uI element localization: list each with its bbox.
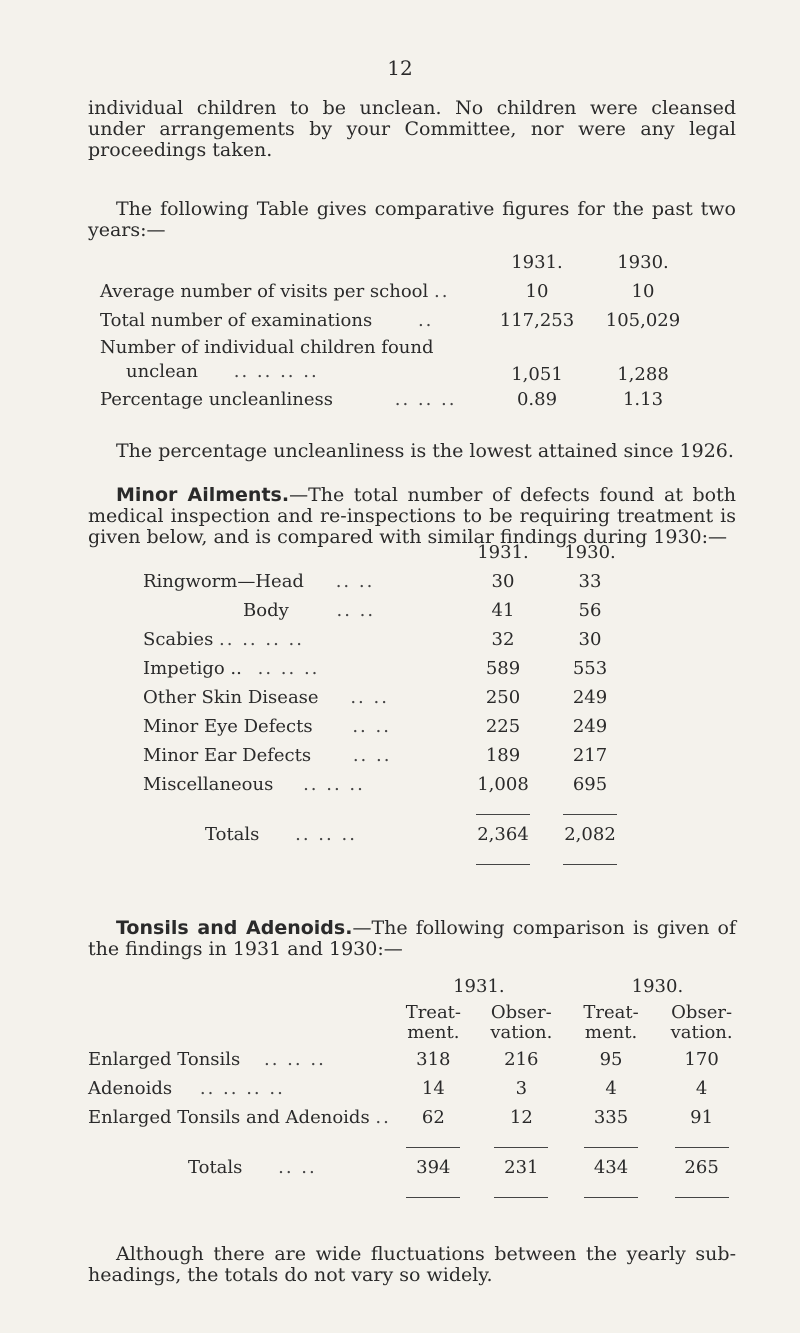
tonsils-paragraph xyxy=(88,918,736,960)
total-observation-1931: 231 xyxy=(504,1157,539,1178)
dot-leader: .. xyxy=(434,281,450,302)
value-1930: 553 xyxy=(572,658,608,679)
table-row xyxy=(143,683,633,712)
dot-leader: .. .. .. xyxy=(303,774,365,795)
treatment-1931: 14 xyxy=(421,1078,445,1099)
rule-row xyxy=(88,1182,748,1203)
dot-leader: .. .. xyxy=(336,600,376,621)
value-1930: 56 xyxy=(578,600,602,621)
table-row xyxy=(88,1074,748,1103)
dot-leader: .. xyxy=(417,310,434,331)
minor-ailments-table xyxy=(143,538,633,870)
observation-header-cont: vation. xyxy=(490,1022,553,1043)
value-1930: 695 xyxy=(572,774,608,795)
dot-leader: .. xyxy=(375,1107,391,1128)
treatment-header: Treat- xyxy=(583,1002,639,1023)
value-1930: 105,029 xyxy=(605,310,681,331)
year-1931-header: 1931. xyxy=(453,976,505,997)
dot-leader: .. .. .. xyxy=(257,658,320,679)
value-1930: 10 xyxy=(631,281,655,302)
intro-paragraph: individual children to be unclean. No children were cleansed under arrangements by your Committee, nor were any legal proceedings taken. xyxy=(88,97,736,161)
dot-leader: .. .. xyxy=(335,571,375,592)
dot-leader: .. .. .. xyxy=(394,389,457,410)
table-row xyxy=(100,277,696,306)
treatment-1931: 62 xyxy=(421,1107,445,1128)
observation-1930: 4 xyxy=(695,1078,708,1099)
totals-row xyxy=(143,820,633,849)
treatment-header-cont: ment. xyxy=(407,1022,460,1043)
row-label: Enlarged Tonsils xyxy=(88,1049,241,1070)
value-1931: 0.89 xyxy=(516,389,558,410)
closing-paragraph: Although there are wide fluctuations between the yearly sub-headings, the totals do not vary so widely. xyxy=(88,1243,736,1286)
total-rule xyxy=(675,1197,729,1198)
total-1930: 2,082 xyxy=(564,824,616,845)
row-label: Impetigo .. xyxy=(143,658,242,679)
row-label: Other Skin Disease xyxy=(143,687,319,708)
dot-leader: .. .. .. .. xyxy=(219,629,304,650)
totals-row xyxy=(88,1153,748,1182)
value-1931: 189 xyxy=(485,745,521,766)
row-label: Body xyxy=(243,600,289,621)
total-1931: 2,364 xyxy=(477,824,529,845)
value-1930: 249 xyxy=(572,716,608,737)
year-header-row xyxy=(88,972,748,1001)
table-row xyxy=(143,741,633,770)
table-row xyxy=(143,770,633,799)
minor-ailments-heading: Minor Ailments. xyxy=(116,484,290,506)
row-label: Number of individual children found xyxy=(100,337,434,358)
rule-row xyxy=(88,1132,748,1153)
total-rule xyxy=(563,864,617,865)
dot-leader: .. .. xyxy=(278,1157,317,1178)
totals-label: Totals xyxy=(205,824,260,845)
page-number: 12 xyxy=(387,56,413,80)
comparative-figures-table xyxy=(100,248,696,414)
total-rule xyxy=(476,864,530,865)
dot-leader: .. .. .. .. xyxy=(199,1078,285,1099)
dot-leader: .. .. .. xyxy=(295,824,357,845)
dot-leader: .. .. xyxy=(350,687,389,708)
treatment-1930: 95 xyxy=(599,1049,623,1070)
value-1931: 1,008 xyxy=(477,774,529,795)
row-label: Adenoids xyxy=(88,1078,173,1099)
table-row xyxy=(143,567,633,596)
table-row xyxy=(143,654,633,683)
treatment-header: Treat- xyxy=(405,1002,461,1023)
total-treatment-1930: 434 xyxy=(593,1157,629,1178)
observation-1931: 216 xyxy=(504,1049,539,1070)
observation-1931: 3 xyxy=(515,1078,528,1099)
value-1930: 1.13 xyxy=(622,389,664,410)
treatment-header-cont: ment. xyxy=(584,1022,638,1043)
table-row xyxy=(143,625,633,654)
row-label: Ringworm—Head xyxy=(143,571,304,592)
subtotal-rule xyxy=(494,1147,548,1148)
subtotal-rule xyxy=(675,1147,729,1148)
value-1931: 589 xyxy=(485,658,521,679)
year-1930-header: 1930. xyxy=(564,542,616,563)
value-1931: 225 xyxy=(485,716,521,737)
subtotal-rule xyxy=(476,814,530,815)
subtotal-rule xyxy=(563,814,617,815)
table-row xyxy=(143,712,633,741)
value-1930: 30 xyxy=(578,629,602,650)
observation-1930: 91 xyxy=(690,1107,714,1128)
value-1931: 32 xyxy=(491,629,515,650)
row-label: Percentage uncleanliness xyxy=(100,389,333,410)
row-label: Minor Ear Defects xyxy=(143,745,312,766)
year-1930-header: 1930. xyxy=(617,252,669,273)
total-treatment-1931: 394 xyxy=(416,1157,451,1178)
row-label: Miscellaneous xyxy=(143,774,274,795)
value-1930: 1,288 xyxy=(617,364,669,385)
table-row xyxy=(143,596,633,625)
value-1931: 117,253 xyxy=(499,310,575,331)
table1-intro: The following Table gives comparative figures for the past two years:— xyxy=(88,198,736,241)
value-1931: 1,051 xyxy=(511,364,563,385)
table-header-row xyxy=(143,538,633,567)
total-rule xyxy=(406,1197,460,1198)
year-1930-header: 1930. xyxy=(631,976,684,997)
minor-ailments-text: —The total number of defects found at both medical inspection and re-inspections to be requiring treatment is given below, and is compared with similar findings during 1930:— xyxy=(88,484,736,548)
row-label: Scabies xyxy=(143,629,214,650)
row-label-continued: unclean xyxy=(126,361,198,382)
value-1931: 10 xyxy=(525,281,549,302)
table-row xyxy=(100,385,696,414)
rule-row xyxy=(143,849,633,870)
dot-leader: .. .. xyxy=(352,745,392,766)
totals-label: Totals xyxy=(188,1157,243,1178)
observation-header-cont: vation. xyxy=(670,1022,733,1043)
tonsils-text: —The following comparison is given of the findings in 1931 and 1930:— xyxy=(88,917,736,960)
subtotal-rule xyxy=(584,1147,638,1148)
treatment-1931: 318 xyxy=(416,1049,451,1070)
row-label: Average number of visits per school xyxy=(100,281,429,302)
value-1930: 33 xyxy=(578,571,602,592)
year-1931-header: 1931. xyxy=(477,542,529,563)
total-rule xyxy=(584,1197,638,1198)
table-row xyxy=(88,1045,748,1074)
total-observation-1930: 265 xyxy=(684,1157,719,1178)
value-1931: 30 xyxy=(491,571,515,592)
observation-header: Obser- xyxy=(490,1002,552,1023)
row-label: Enlarged Tonsils and Adenoids xyxy=(88,1107,370,1128)
observation-1930: 170 xyxy=(684,1049,719,1070)
value-1930: 217 xyxy=(572,745,608,766)
observation-header: Obser- xyxy=(671,1002,733,1023)
subtotal-rule xyxy=(406,1147,460,1148)
observation-1931: 12 xyxy=(509,1107,533,1128)
year-1931-header: 1931. xyxy=(511,252,563,273)
treatment-1930: 335 xyxy=(593,1107,629,1128)
tonsils-adenoids-table xyxy=(88,972,748,1203)
treatment-1930: 4 xyxy=(605,1078,617,1099)
dot-leader: .. .. .. xyxy=(264,1049,326,1070)
total-rule xyxy=(494,1197,548,1198)
dot-leader: .. .. xyxy=(352,716,391,737)
value-1931: 250 xyxy=(485,687,521,708)
tonsils-heading: Tonsils and Adenoids. xyxy=(116,917,353,939)
dot-leader: .. .. .. .. xyxy=(233,361,319,382)
uncleanliness-note: The percentage uncleanliness is the lowest attained since 1926. xyxy=(116,440,734,462)
table-row xyxy=(100,335,696,385)
value-1931: 41 xyxy=(491,600,515,621)
row-label: Total number of examinations xyxy=(100,310,373,331)
rule-row xyxy=(143,799,633,820)
table-header-row xyxy=(100,248,696,277)
table-row xyxy=(100,306,696,335)
table-row xyxy=(88,1103,748,1132)
value-1930: 249 xyxy=(572,687,608,708)
column-header-row xyxy=(88,1001,748,1045)
row-label: Minor Eye Defects xyxy=(143,716,313,737)
